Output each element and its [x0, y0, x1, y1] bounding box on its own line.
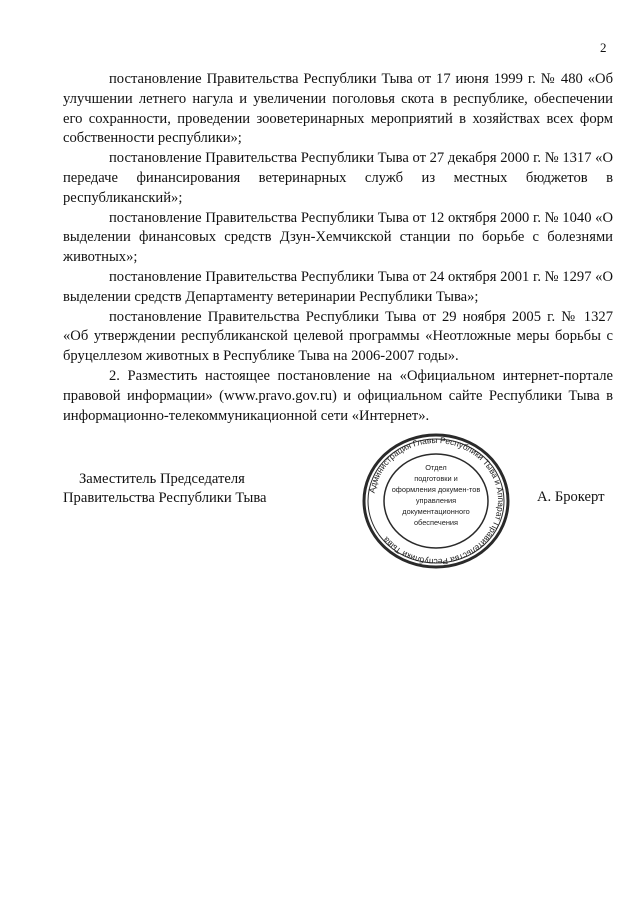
document-body — [63, 70, 613, 426]
paragraph: постановление Правительства Республики Тыва от 12 октября 2000 г. № 1040 «О выделении финансовых средств Дзун-Хемчикской станции по борьбе с болезнями животных»; — [63, 209, 613, 266]
paragraph: постановление Правительства Республики Тыва от 29 ноября 2005 г. № 1327 «Об утверждении республиканской целевой программы «Неотложные меры борьбы с бруцеллезом животных в Республике Тыва на 2006-2007 годы». — [63, 308, 613, 365]
signer-title-line1: Заместитель Председателя — [79, 471, 245, 487]
stamp-line: подготовки и — [414, 474, 458, 483]
stamp-line: управления — [415, 496, 457, 505]
stamp-line: обеспечения — [413, 518, 459, 527]
stamp-line: оформления докумен-тов — [391, 485, 481, 494]
signer-block — [63, 470, 267, 508]
paragraph: постановление Правительства Республики Тыва от 17 июня 1999 г. № 480 «Об улучшении летнего нагула и увеличении поголовья скота в республике, обеспечении его сохранности, проведении зооветеринарных мероприятий в хозяйствах всех форм собственности республики»; — [63, 71, 613, 147]
signer-title-line2: Правительства Республики Тыва — [63, 490, 267, 506]
official-stamp — [361, 432, 511, 570]
stamp-line: документационного — [402, 507, 470, 516]
stamp-line: Отдел — [425, 463, 447, 472]
paragraph: 2. Разместить настоящее постановление на «Официальном интернет-портале правовой информации» (www.pravo.gov.ru) и официальном сайте Республики Тыва в информационно-телекоммуникационной сети «Интернет». — [63, 367, 613, 424]
signer-name: А. Брокерт — [537, 489, 605, 505]
stamp-outer-text: Администрация Главы Республики Тыва и Аппарат Правительства Республики Тыва — [366, 434, 507, 568]
stamp-inner-text — [392, 463, 481, 527]
paragraph: постановление Правительства Республики Тыва от 27 декабря 2000 г. № 1317 «О передаче финансирования ветеринарных служб из местных бюджетов в республиканский»; — [63, 150, 613, 206]
page-number: 2 — [600, 40, 607, 55]
paragraph: постановление Правительства Республики Тыва от 24 октября 2001 г. № 1297 «О выделении средств Департаменту ветеринарии Республики Тыва»; — [63, 268, 613, 305]
